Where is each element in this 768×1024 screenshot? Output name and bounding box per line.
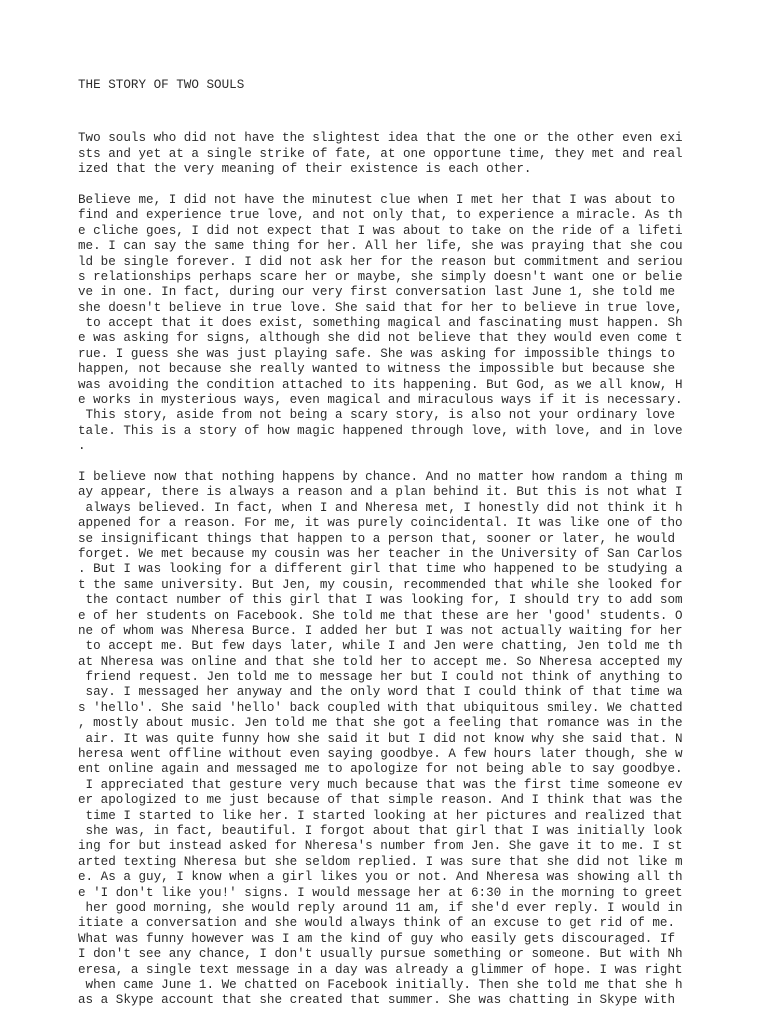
text-line: Believe me, I did not have the minutest clue when I met her that I was about to [78,192,676,207]
text-line: ne of whom was Nheresa Burce. I added her but I was not actually waiting for her [78,623,683,638]
paragraph [78,131,698,177]
text-line: t the same university. But Jen, my cousin, recommended that while she looked for [78,577,683,592]
text-line: was avoiding the condition attached to its happening. But God, as we all know, H [78,377,683,392]
text-line: ve in one. In fact, during our very first conversation last June 1, she told me [78,285,676,300]
text-line: eresa, a single text message in a day was already a glimmer of hope. I was right [78,962,683,977]
text-line: I appreciated that gesture very much because that was the first time someone ev [78,777,683,792]
text-line: her good morning, she would reply around 11 am, if she'd ever reply. I would in [78,900,683,915]
text-line: , mostly about music. Jen told me that she got a feeling that romance was in the [78,716,683,731]
text-line: ized that the very meaning of their existence is each other. [78,162,532,177]
text-line: me. I can say the same thing for her. All her life, she was praying that she cou [78,239,683,254]
document-title: THE STORY OF TWO SOULS [78,78,245,92]
text-line: I believe now that nothing happens by chance. And no matter how random a thing m [78,470,683,484]
text-line: at Nheresa was online and that she told her to accept me. So Nheresa accepted my [78,654,683,669]
document-body [78,78,698,1024]
text-line: heresa went offline without even saying goodbye. A few hours later though, she w [78,747,683,762]
text-line: itiate a conversation and she would always think of an excuse to get rid of me. [78,916,676,931]
text-line: tale. This is a story of how magic happened through love, with love, and in love [78,423,683,438]
text-line: e. As a guy, I know when a girl likes you or not. And Nheresa was showing all th [78,870,683,885]
text-line: find and experience true love, and not only that, to experience a miracle. As th [78,208,683,223]
text-line: say. I messaged her anyway and the only word that I could think of that time wa [78,685,683,700]
text-line: happen, not because she really wanted to witness the impossible but because she [78,362,676,377]
paragraph [78,470,698,1009]
text-line: e 'I don't like you!' signs. I would message her at 6:30 in the morning to greet [78,885,683,900]
text-line: ay appear, there is always a reason and a plan behind it. But this is not what I [78,485,683,500]
text-line: sts and yet at a single strike of fate, at one opportune time, they met and real [78,146,683,161]
text-line: e of her students on Facebook. She told me that these are her 'good' students. O [78,608,683,623]
text-line: e works in mysterious ways, even magical and miraculous ways if it is necessary. [78,393,683,408]
text-line: s 'hello'. She said 'hello' back coupled with that ubiquitous smiley. We chatted [78,700,683,715]
text-line: . But I was looking for a different girl that time who happened to be studying a [78,562,683,577]
text-line: e cliche goes, I did not expect that I was about to take on the ride of a lifeti [78,223,683,238]
text-line: she was, in fact, beautiful. I forgot about that girl that I was initially look [78,823,683,838]
text-line: the contact number of this girl that I was looking for, I should try to add som [78,593,683,608]
text-line: ld be single forever. I did not ask her for the reason but commitment and seriou [78,254,683,269]
paragraphs-container [78,131,698,1008]
text-line: forget. We met because my cousin was her teacher in the University of San Carlos [78,546,683,561]
text-line: air. It was quite funny how she said it but I did not know why she said that. N [78,731,683,746]
text-line: This story, aside from not being a scary story, is also not your ordinary love [78,408,676,423]
text-line: friend request. Jen told me to message her but I could not think of anything to [78,670,683,685]
text-line: ing for but instead asked for Nheresa's number from Jen. She gave it to me. I st [78,839,683,854]
text-line: appened for a reason. For me, it was purely coincidental. It was like one of tho [78,516,683,531]
text-line: time I started to like her. I started looking at her pictures and realized that [78,808,683,823]
text-line: she doesn't believe in true love. She said that for her to believe in true love, [78,300,683,315]
text-line: er apologized to me just because of that simple reason. And I think that was the [78,793,683,808]
text-line: e was asking for signs, although she did not believe that they would even come t [78,331,683,346]
text-line: to accept me. But few days later, while I and Jen were chatting, Jen told me th [78,639,683,654]
text-line: Two souls who did not have the slightest idea that the one or the other even exi [78,131,683,146]
paragraph [78,193,698,455]
text-line: . [78,439,86,454]
text-line: arted texting Nheresa but she seldom replied. I was sure that she did not like m [78,854,683,869]
text-line: always believed. In fact, when I and Nheresa met, I honestly did not think it h [78,500,683,515]
text-line: to accept that it does exist, something magical and fascinating must happen. Sh [78,316,683,331]
text-line: s relationships perhaps scare her or maybe, she simply doesn't want one or belie [78,269,683,284]
text-line: when came June 1. We chatted on Facebook initially. Then she told me that she h [78,977,683,992]
text-line: What was funny however was I am the kind of guy who easily gets discouraged. If [78,931,676,946]
text-line: as a Skype account that she created that summer. She was chatting in Skype with [78,993,676,1008]
text-line: I don't see any chance, I don't usually pursue something or someone. But with Nh [78,947,683,962]
text-line: ent online again and messaged me to apologize for not being able to say goodbye. [78,762,683,777]
text-line: rue. I guess she was just playing safe. She was asking for impossible things to [78,346,676,361]
text-line: se insignificant things that happen to a person that, sooner or later, he would [78,531,676,546]
